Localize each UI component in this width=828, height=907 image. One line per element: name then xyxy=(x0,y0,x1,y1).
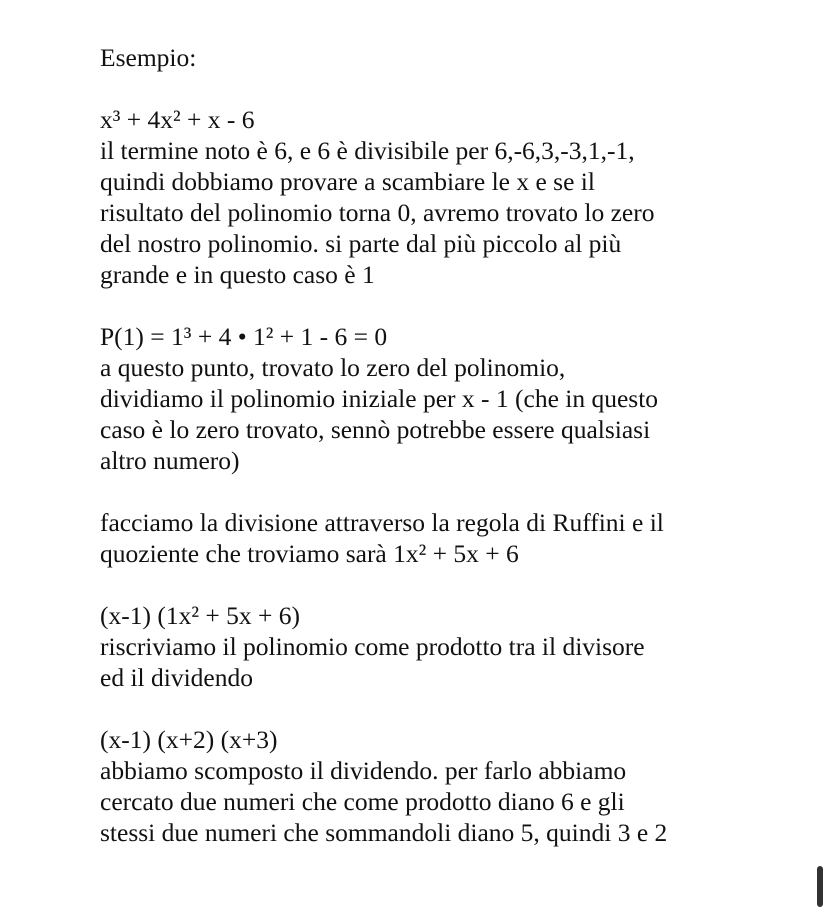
text-line: grande e in questo caso è 1 xyxy=(100,260,375,289)
formula-factored: (x-1) (x+2) (x+3) xyxy=(100,725,278,754)
formula-product: (x-1) (1x² + 5x + 6) xyxy=(100,601,300,630)
text-line: altro numero) xyxy=(100,446,240,475)
text-line: quindi dobbiamo provare a scambiare le x e se il xyxy=(100,167,595,196)
text-line: abbiamo scomposto il dividendo. per farlo abbiamo xyxy=(100,756,627,785)
spacer xyxy=(100,290,800,321)
text-line: riscriviamo il polinomio come prodotto tra il divisore xyxy=(100,632,645,661)
document-title: Esempio: xyxy=(100,43,197,72)
text-line: risultato del polinomio torna 0, avremo trovato lo zero xyxy=(100,198,655,227)
scrollbar-thumb[interactable] xyxy=(817,866,823,907)
text-line: facciamo la divisione attraverso la regola di Ruffini e il xyxy=(100,508,664,537)
text-line: del nostro polinomio. si parte dal più piccolo al più xyxy=(100,229,622,258)
spacer xyxy=(100,569,800,600)
formula-polynomial: x³ + 4x² + x - 6 xyxy=(100,105,255,134)
spacer xyxy=(100,693,800,724)
text-line: stessi due numeri che sommandoli diano 5, quindi 3 e 2 xyxy=(100,818,668,847)
text-line: quoziente che troviamo sarà 1x² + 5x + 6 xyxy=(100,539,519,568)
text-line: ed il dividendo xyxy=(100,663,253,692)
text-line: dividiamo il polinomio iniziale per x - 1 (che in questo xyxy=(100,384,659,413)
spacer xyxy=(100,476,800,507)
spacer xyxy=(100,73,800,104)
text-line: caso è lo zero trovato, sennò potrebbe essere qualsiasi xyxy=(100,415,651,444)
text-line: a questo punto, trovato lo zero del polinomio, xyxy=(100,353,566,382)
document-body xyxy=(100,42,800,848)
formula-evaluation: P(1) = 1³ + 4 • 1² + 1 - 6 = 0 xyxy=(100,322,388,351)
text-line: cercato due numeri che come prodotto diano 6 e gli xyxy=(100,787,625,816)
text-line: il termine noto è 6, e 6 è divisibile per 6,-6,3,-3,1,-1, xyxy=(100,136,635,165)
